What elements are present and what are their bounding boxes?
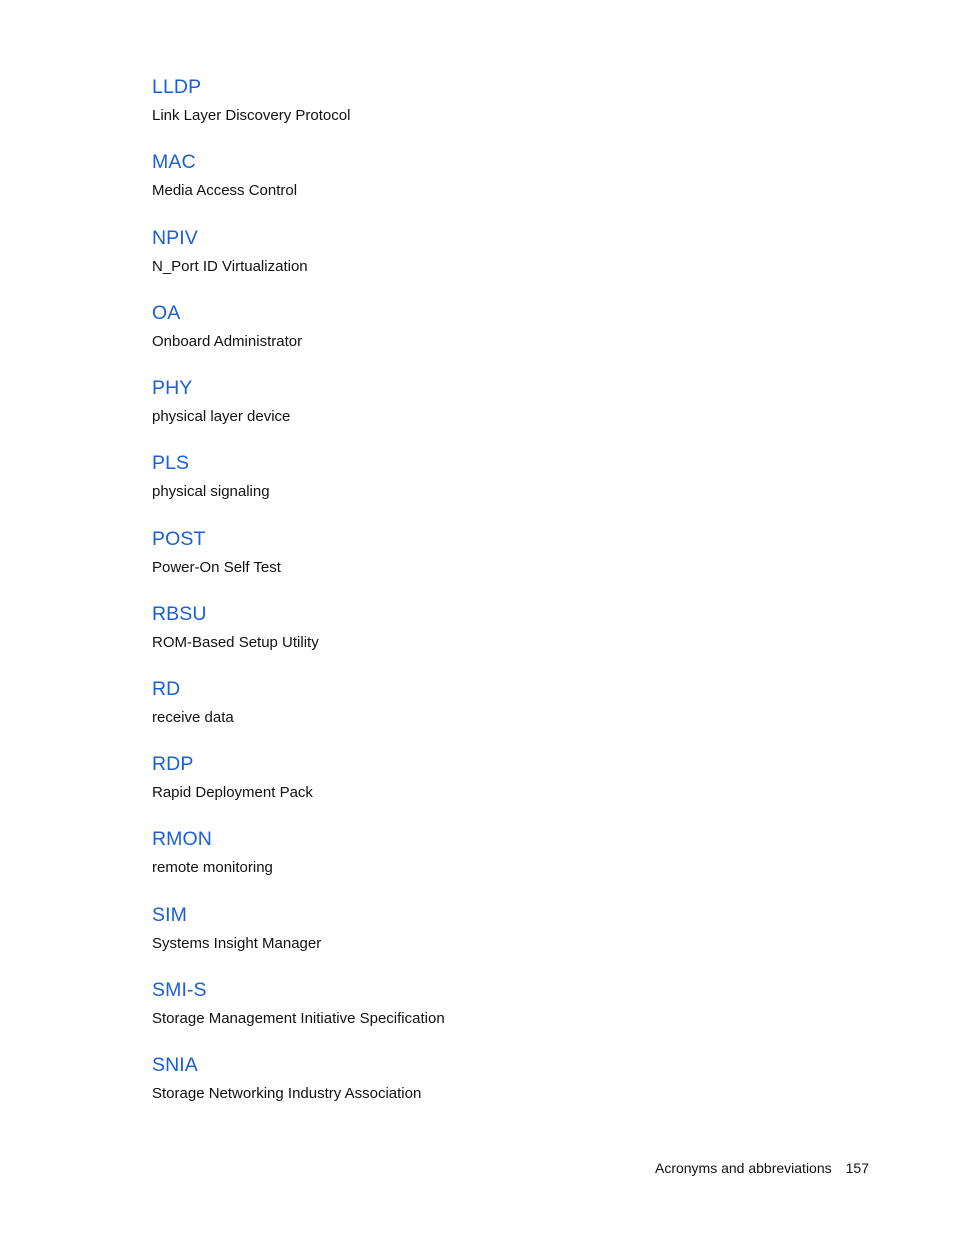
glossary-term[interactable]: PHY xyxy=(152,377,193,399)
glossary-term[interactable]: NPIV xyxy=(152,227,198,249)
glossary-term[interactable]: SMI-S xyxy=(152,979,207,1001)
glossary-definition: Onboard Administrator xyxy=(152,333,303,350)
glossary-definition: Media Access Control xyxy=(152,182,298,199)
glossary-definition: Storage Management Initiative Specification xyxy=(152,1010,445,1027)
footer-section-title: Acronyms and abbreviations xyxy=(654,1160,832,1176)
glossary-term[interactable]: OA xyxy=(152,302,181,324)
glossary-term[interactable]: PLS xyxy=(152,452,190,474)
glossary-term[interactable]: SNIA xyxy=(152,1054,198,1076)
glossary-term[interactable]: RDP xyxy=(152,753,194,775)
glossary-term[interactable]: POST xyxy=(152,528,206,550)
glossary-definition: physical signaling xyxy=(152,483,270,500)
glossary-term[interactable]: RMON xyxy=(152,828,212,850)
glossary-term[interactable]: RD xyxy=(152,678,181,700)
glossary-definition: Storage Networking Industry Association xyxy=(152,1085,422,1102)
glossary-term[interactable]: LLDP xyxy=(152,76,202,98)
glossary-definition: Power-On Self Test xyxy=(152,559,281,576)
glossary-definition: Link Layer Discovery Protocol xyxy=(152,107,351,124)
glossary-definition: physical layer device xyxy=(152,408,291,425)
glossary-term[interactable]: SIM xyxy=(152,904,187,926)
glossary-term[interactable]: MAC xyxy=(152,151,196,173)
glossary-definition: ROM-Based Setup Utility xyxy=(152,634,319,651)
glossary-definition: Systems Insight Manager xyxy=(152,935,322,952)
glossary-term[interactable]: RBSU xyxy=(152,603,207,625)
glossary-definition: N_Port ID Virtualization xyxy=(152,258,308,275)
glossary-definition: Rapid Deployment Pack xyxy=(152,784,313,801)
glossary-definition: receive data xyxy=(152,709,234,726)
page-number: 157 xyxy=(845,1160,869,1176)
glossary-definition: remote monitoring xyxy=(152,859,273,876)
page-footer xyxy=(655,1158,869,1178)
